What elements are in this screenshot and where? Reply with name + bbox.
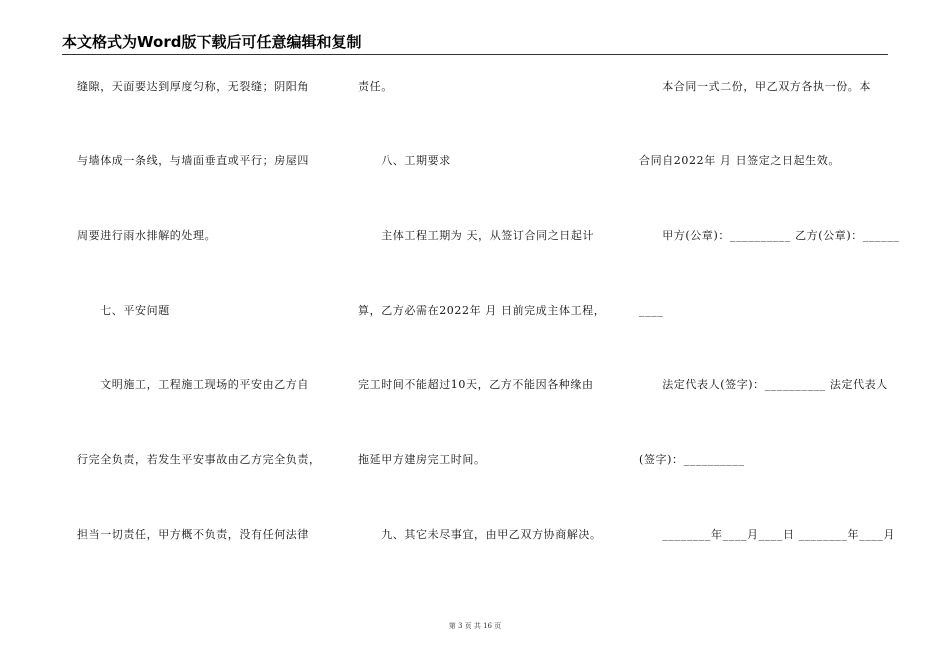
text-line: 算，乙方必需在2022年 月 日前完成主体工程， [358,304,606,317]
text-line: 主体工程工期为 天，从签订合同之日起计 [358,229,595,242]
text-line: 法定代表人(签字)：__________ 法定代表人 [639,378,888,391]
text-line: 文明施工，工程施工现场的平安由乙方自 [77,378,309,391]
page-number: 第 3 页 共 16 页 [448,622,502,630]
text-line: ________年____月____日 ________年____月 [639,528,896,541]
text-line: 缝隙，天面要达到厚度匀称，无裂缝；阴阳角 [77,80,309,93]
text-line: 八、工期要求 [358,154,451,167]
text-line: 合同自2022年 月 日签定之日起生效。 [639,154,840,167]
text-line: 拖延甲方建房完工时间。 [358,453,486,466]
text-line: 责任。 [358,80,393,93]
header-title: 本文格式为Word版下载后可任意编辑和复制 [62,33,362,51]
text-line: 行完全负责，若发生平安事故由乙方完全负责， [77,453,321,466]
text-line: ____ [639,304,664,317]
page-header [62,32,888,55]
text-line: 周要进行雨水排解的处理。 [77,229,217,242]
text-line: 与墙体成一条线，与墙面垂直或平行；房屋四 [77,154,309,167]
text-line: 担当一切责任，甲方概不负责，没有任何法律 [77,528,309,541]
text-line: 九、其它未尽事宜，由甲乙双方协商解决。 [358,528,602,541]
page-footer [0,621,950,631]
text-line: (签字)：__________ [639,453,745,466]
text-line: 本合同一式二份，甲乙双方各执一份。本 [639,80,871,93]
text-line: 七、平安问题 [77,304,170,317]
text-line: 甲方(公章)：__________ 乙方(公章)：______ [639,229,900,242]
text-line: 完工时间不能超过10天，乙方不能因各种缘由 [358,378,594,391]
